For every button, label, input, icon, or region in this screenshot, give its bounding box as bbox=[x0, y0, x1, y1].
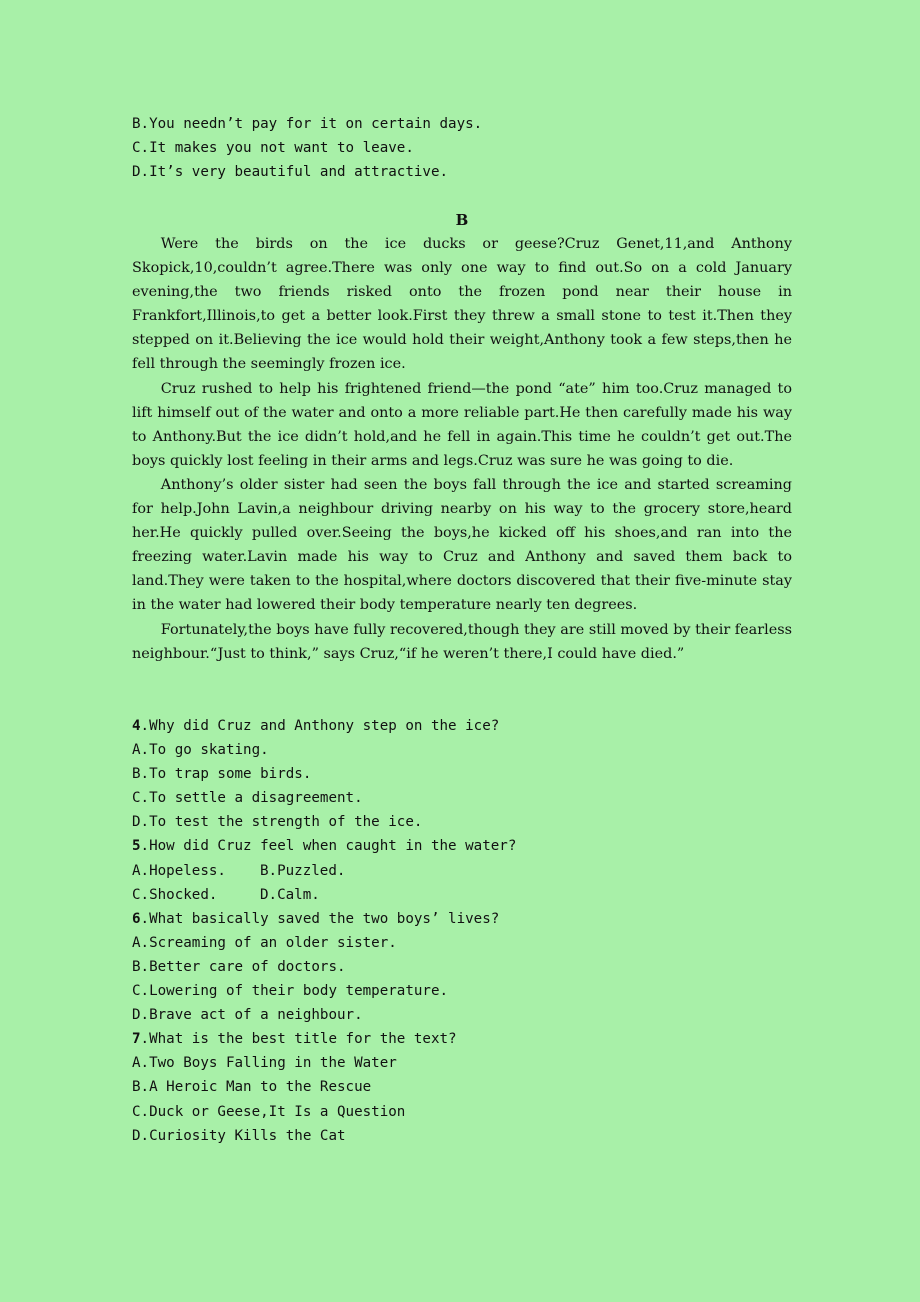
answer-option-row bbox=[132, 883, 792, 907]
answer-option: D.Curiosity Kills the Cat bbox=[132, 1127, 346, 1144]
answer-option: A.Two Boys Falling in the Water bbox=[132, 1055, 397, 1072]
answer-option: C.Shocked. bbox=[132, 886, 218, 903]
passage-paragraph: Were the birds on the ice ducks or geese?Cruz Genet,11,and Anthony Skopick,10,couldn’t agree.There was only one way to find out.So on a cold January evening,the two friends risked onto the frozen pond near their house in Frankfort,Illinois,to get a better look.First they threw a small stone to test it.Then they stepped on it.Believing the ice would hold their weight,Anthony took a few steps,then he fell through the seemingly frozen ice. bbox=[132, 236, 792, 373]
section-header bbox=[132, 208, 792, 232]
answer-option: D.To test the strength of the ice. bbox=[132, 814, 423, 831]
answer-option: C.Lowering of their body temperature. bbox=[132, 983, 449, 1000]
questions bbox=[132, 714, 792, 1148]
answer-option: A.To go skating. bbox=[132, 742, 269, 759]
question-number: 4 bbox=[132, 718, 141, 734]
question-7 bbox=[132, 1027, 792, 1147]
answer-option: D.Brave act of a neighbour. bbox=[132, 1007, 363, 1024]
reading-passage bbox=[132, 232, 792, 666]
question-text: .Why did Cruz and Anthony step on the ice? bbox=[140, 718, 500, 734]
answer-option-row bbox=[132, 859, 792, 883]
answer-option: A.Screaming of an older sister. bbox=[132, 934, 397, 951]
passage-paragraph: Anthony’s older sister had seen the boys fall through the ice and started screaming for help.John Lavin,a neighbour driving nearby on his way to the grocery store,heard her.He quickly pulled over.Seeing the boys,he kicked off his shoes,and ran into the freezing water.Lavin made his way to Cruz and Anthony and saved them back to land.They were taken to the hospital,where doctors discovered that their five-minute stay in the water had lowered their body temperature nearly ten degrees. bbox=[132, 476, 792, 614]
question-text: .What basically saved the two boys’ lives? bbox=[140, 910, 500, 927]
question-number: 7 bbox=[132, 1031, 141, 1048]
question-6 bbox=[132, 907, 792, 1027]
answer-option: B.To trap some birds. bbox=[132, 766, 312, 783]
answer-option: C.Duck or Geese,It Is a Question bbox=[132, 1103, 406, 1120]
question-number: 6 bbox=[132, 910, 141, 927]
answer-option: C.To settle a disagreement. bbox=[132, 790, 363, 807]
answer-option: B.Better care of doctors. bbox=[132, 958, 346, 975]
question-number: 5 bbox=[132, 838, 141, 855]
question-stem bbox=[132, 834, 792, 858]
question-4 bbox=[132, 714, 792, 834]
answer-option: A.Hopeless. bbox=[132, 862, 226, 879]
question-5 bbox=[132, 834, 792, 906]
question-stem bbox=[132, 1027, 792, 1051]
passage-paragraph: Cruz rushed to help his frightened friend—the pond “ate” him too.Cruz managed to lift himself out of the water and onto a more reliable part.He then carefully made his way to Anthony.But the ice didn’t hold,and he fell in again.This time he couldn’t get out.The boys quickly lost feeling in their arms and legs.Cruz was sure he was going to die. bbox=[132, 380, 792, 469]
question-text: .How did Cruz feel when caught in the water? bbox=[140, 838, 517, 855]
passage-paragraph: Fortunately,the boys have fully recovered,though they are still moved by their fearless neighbour.“Just to think,” says Cruz,“if he weren’t there,I could have died.” bbox=[132, 621, 792, 662]
previous-question-options bbox=[132, 112, 792, 184]
question-text: .What is the best title for the text? bbox=[140, 1031, 457, 1048]
answer-option: B.Puzzled. bbox=[260, 862, 346, 879]
question-stem bbox=[132, 714, 792, 738]
option-b: B.You needn’t pay for it on certain days. bbox=[132, 116, 483, 132]
question-stem bbox=[132, 907, 792, 931]
section-title: B bbox=[455, 211, 469, 229]
option-d: D.It’s very beautiful and attractive. bbox=[132, 164, 449, 181]
option-c: C.It makes you not want to leave. bbox=[132, 140, 414, 157]
answer-option: D.Calm. bbox=[260, 886, 320, 903]
answer-option: B.A Heroic Man to the Rescue bbox=[132, 1079, 372, 1096]
